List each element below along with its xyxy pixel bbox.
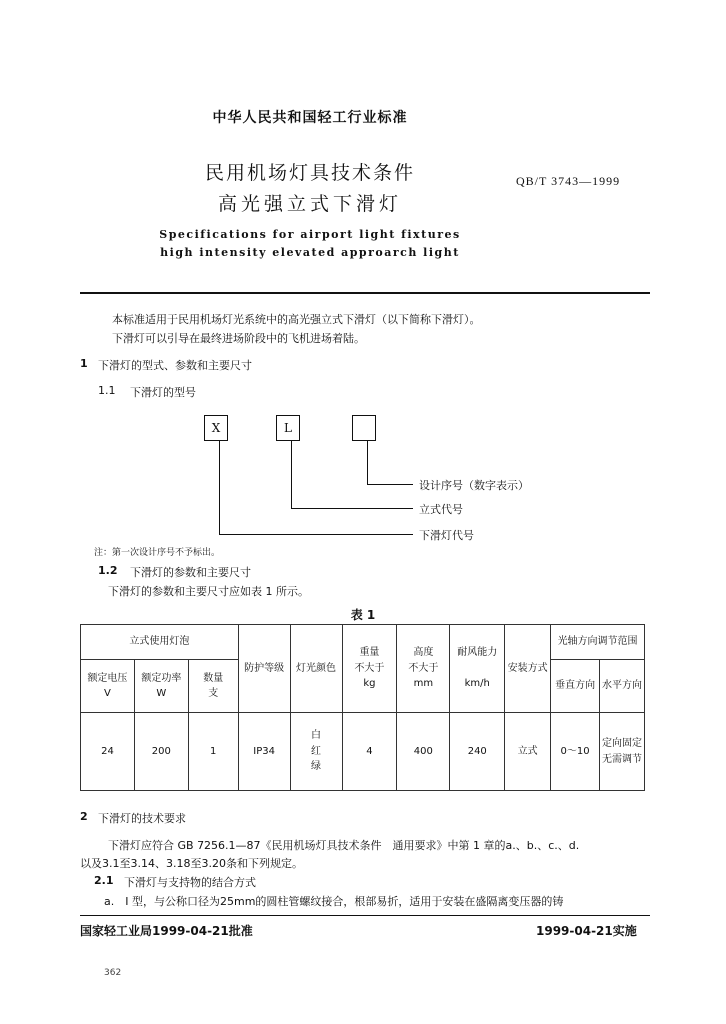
section-1-1-number: 1.1 (98, 384, 116, 397)
cell-horizontal-line-1: 定向固定 (602, 738, 643, 749)
section-1-number: 1 (80, 357, 88, 370)
footer-approval: 国家轻工业局1999-04-21批准 (80, 924, 253, 938)
section-2-paragraph-1: 下滑灯应符合 GB 7256.1—87《民用机场灯具技术条件 通用要求》中第 1 章的a.、b.、c.、d. (108, 839, 580, 852)
leader-line-type-v (291, 441, 292, 509)
table-caption: 表 1 (350, 608, 376, 622)
header-weight-unit: kg (363, 678, 376, 690)
header-height-unit: mm (413, 678, 434, 690)
section-1-2-number: 1.2 (98, 564, 118, 577)
spec-table (80, 624, 645, 791)
section-1-2-heading: 下滑灯的参数和主要尺寸 (130, 566, 251, 579)
header-wind-label: 耐风能力 (457, 647, 498, 659)
header-wind (450, 625, 505, 713)
header-quantity (188, 660, 238, 713)
cell-voltage: 24 (81, 713, 135, 791)
header-weight (342, 625, 397, 713)
label-design-number: 设计序号（数字表示） (419, 479, 529, 492)
cell-horizontal-line-2: 无需调节 (602, 753, 643, 765)
header-wind-unit: km/h (464, 678, 490, 690)
section-2-1-number: 2.1 (94, 874, 114, 887)
table-row (81, 713, 645, 791)
page-number: 362 (104, 968, 122, 978)
cell-quantity: 1 (188, 713, 238, 791)
label-lamp-code: 下滑灯代号 (419, 529, 474, 542)
section-1-2-text: 下滑灯的参数和主要尺寸应如表 1 所示。 (108, 585, 309, 598)
model-note: 注：第一次设计序号不予标出。 (94, 548, 221, 558)
header-voltage-unit: V (104, 688, 111, 699)
header-power-label: 额定功率 (141, 672, 182, 684)
header-height-label: 高度 (413, 647, 434, 659)
cell-install: 立式 (505, 713, 551, 791)
leader-line-lamp-h (219, 534, 413, 535)
section-1-1-heading: 下滑灯的型号 (130, 386, 196, 399)
header-color: 灯光颜色 (290, 625, 342, 713)
cell-vertical: 0～10 (551, 713, 600, 791)
header-vertical: 垂直方向 (551, 660, 600, 713)
header-install: 安装方式 (505, 625, 551, 713)
header-quantity-label: 数量 (203, 672, 224, 684)
cell-color-green: 绿 (311, 761, 322, 773)
cell-color (290, 713, 342, 791)
header-weight-limit: 不大于 (354, 662, 385, 674)
header-horizontal: 水平方向 (600, 660, 645, 713)
cell-power: 200 (134, 713, 188, 791)
title-cn-main: 民用机场灯具技术条件 (204, 162, 415, 184)
header-height-limit: 不大于 (408, 662, 439, 674)
cell-protection: IP34 (238, 713, 290, 791)
leader-line-design-h (367, 484, 413, 485)
model-box-x: X (204, 415, 228, 441)
intro-paragraph-1: 本标准适用于民用机场灯光系统中的高光强立式下滑灯（以下简称下滑灯）。 (112, 313, 481, 326)
section-1-heading: 下滑灯的型式、参数和主要尺寸 (98, 359, 252, 372)
issuer-title: 中华人民共和国轻工行业标准 (212, 110, 408, 126)
footer-divider (80, 915, 650, 916)
header-power (134, 660, 188, 713)
title-cn-sub: 高光强立式下滑灯 (217, 193, 402, 215)
standard-code: QB/T 3743—1999 (516, 174, 621, 188)
header-quantity-unit: 支 (208, 688, 219, 699)
section-2-1-item-a: a. I 型，与公称口径为25mm的圆柱管螺纹接合，根部易折，适用于安装在盛隔离变压器的铸 (104, 895, 564, 908)
title-en-main: Specifications for airport light fixtures (159, 228, 461, 241)
leader-line-type-h (291, 508, 413, 509)
cell-color-red: 红 (311, 745, 322, 757)
intro-paragraph-2: 下滑灯可以引导在最终进场阶段中的飞机进场着陆。 (112, 332, 365, 345)
cell-height: 400 (397, 713, 450, 791)
header-weight-label: 重量 (359, 647, 380, 659)
section-2-paragraph-2: 以及3.1至3.14、3.18至3.20条和下列规定。 (80, 857, 303, 870)
header-voltage-label: 额定电压 (87, 672, 128, 684)
header-bulb-group: 立式使用灯泡 (81, 625, 239, 660)
section-2-1-heading: 下滑灯与支持物的结合方式 (124, 876, 256, 889)
leader-line-design-v (367, 441, 368, 485)
header-adjust-group: 光轴方向调节范围 (551, 625, 645, 660)
header-divider (80, 292, 650, 294)
header-protection: 防护等级 (238, 625, 290, 713)
leader-line-lamp-v (219, 441, 220, 535)
title-en-sub: high intensity elevated approarch light (160, 246, 460, 259)
section-2-number: 2 (80, 810, 88, 823)
cell-wind: 240 (450, 713, 505, 791)
label-type-code: 立式代号 (419, 503, 463, 516)
header-power-unit: W (156, 688, 167, 699)
header-height (397, 625, 450, 713)
header-voltage (81, 660, 135, 713)
footer-effective: 1999-04-21实施 (536, 924, 637, 938)
cell-color-white: 白 (311, 730, 322, 742)
section-2-heading: 下滑灯的技术要求 (98, 812, 186, 825)
model-box-l: L (276, 415, 300, 441)
cell-weight: 4 (342, 713, 397, 791)
model-box-design (352, 415, 376, 441)
cell-horizontal (600, 713, 645, 791)
